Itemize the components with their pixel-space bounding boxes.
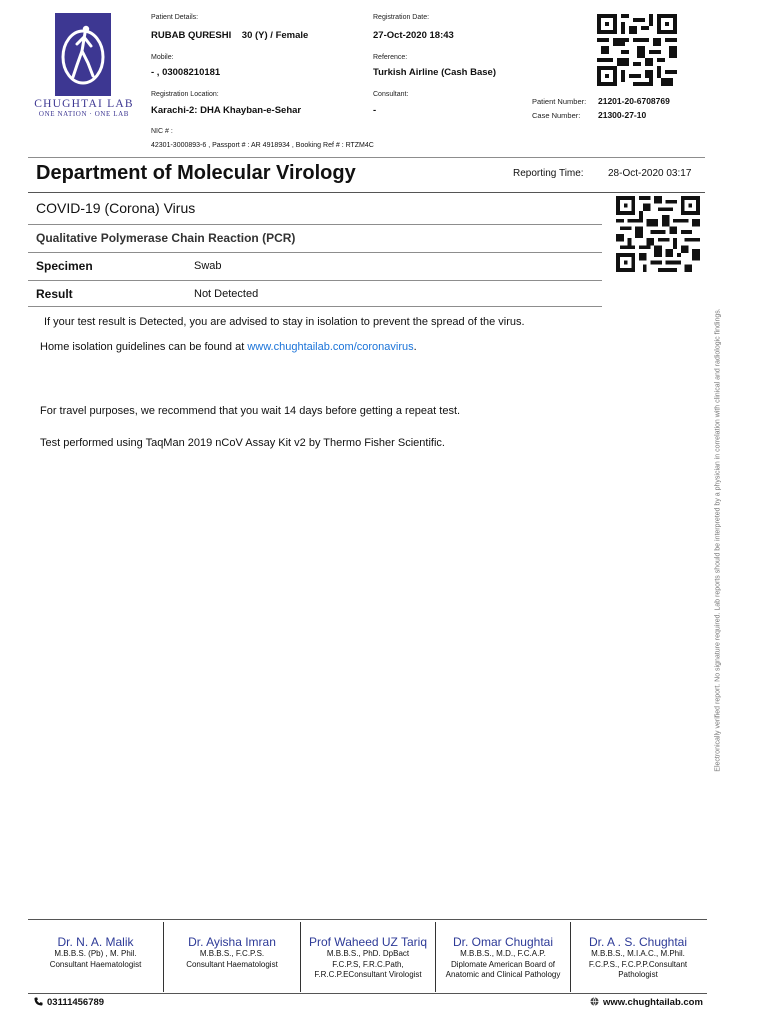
doctor-name: Dr. A . S. Chughtai [588,935,688,949]
lab-logo [55,13,111,96]
doctor-qualification-2: F.C.P.S, F.R.C.Path, [332,959,404,969]
patient-details-label: Patient Details: [151,14,199,21]
doctor-qualification: M.B.B.S., M.I.A.C., M.Phil. [591,949,685,958]
reference-label: Reference: [373,54,408,61]
reporting-time-value: 28-Oct-2020 03:17 [608,168,692,179]
doctor-qualification: M.B.B.S., M.D., F.C.A.P. [460,949,546,958]
doctor-card [28,925,163,993]
footer-website[interactable] [590,997,703,1008]
result-label: Result [36,287,73,301]
patient-number-value: 21201-20-6708769 [598,96,670,106]
doctor-designation: Consultant Haematologist [49,959,142,969]
result-value: Not Detected [194,288,259,300]
coronavirus-guidelines-link[interactable]: www.chughtailab.com/coronavirus [247,341,414,353]
method-divider [28,252,602,253]
doctor-name: Dr. Ayisha Imran [188,935,276,949]
case-number-label: Case Number: [532,111,581,120]
mobile-value: - , 03008210181 [151,67,221,78]
report-qr-code [616,196,700,272]
specimen-divider [28,280,602,281]
test-divider [28,224,602,225]
specimen-label: Specimen [36,259,93,273]
test-method: Qualitative Polymerase Chain Reaction (PCR) [36,231,296,245]
consultant-value: - [373,105,377,116]
doctor-card [164,925,300,993]
reference-value: Turkish Airline (Cash Base) [373,67,497,78]
isolation-note: If your test result is Detected, you are advised to stay in isolation to prevent the spread of the virus. [44,316,525,328]
guidelines-note [40,341,417,353]
lab-name: CHUGHTAI LAB [34,98,134,110]
mobile-label: Mobile: [151,54,174,61]
patient-number-label: Patient Number: [532,97,587,106]
website-link[interactable]: www.chughtailab.com [603,997,703,1008]
doctor-designation: Consultant Haematologist [186,959,278,969]
doctor-designation: Anatomic and Clinical Pathology [445,970,561,979]
doctor-qualification-2: F.C.P.S., F.C.P.P.Consultant [588,959,688,969]
doctor-qualification: M.B.B.S., F.C.P.S. [199,949,265,958]
reporting-time-label: Reporting Time: [513,168,584,179]
phone-icon [34,997,43,1006]
doctor-name: Dr. Omar Chughtai [452,935,554,949]
doctor-card [571,925,705,993]
result-divider [28,306,602,307]
footer-top-divider [28,919,707,920]
footer-phone [34,997,104,1008]
nic-value: 42301-3000893-6 , Passport # : AR 4918934 , Booking Ref # : RTZM4C [151,142,374,149]
patient-name: RUBAB QURESHI 30 (Y) / Female [151,30,309,41]
doctor-card [436,925,570,993]
phone-number: 03111456789 [47,997,105,1008]
assay-kit-note: Test performed using TaqMan 2019 nCoV Assay Kit v2 by Thermo Fisher Scientific. [40,437,445,449]
registration-location-label: Registration Location: [151,91,219,98]
specimen-value: Swab [194,260,222,272]
consultant-label: Consultant: [373,91,409,98]
doctor-designation: F.R.C.P.EConsultant Virologist [314,970,422,979]
nic-label: NIC # : [151,128,173,135]
doctor-qualification: M.B.B.S., PhD. DpBact [326,949,410,958]
registration-location-value: Karachi-2: DHA Khayban-e-Sehar [151,105,302,116]
doctor-qualification-2: Diplomate American Board of [450,959,556,969]
doctor-name: Prof Waheed UZ Tariq [308,935,428,949]
doctor-card [301,925,435,993]
doctor-qualification: M.B.B.S. (Pb) , M. Phil. [54,949,137,958]
case-number-value: 21300-27-10 [598,110,647,120]
lab-tagline: ONE NATION · ONE LAB [38,110,130,118]
registration-date-value: 27-Oct-2020 18:43 [373,30,454,41]
department-divider [28,192,705,193]
registration-qr-code [597,14,677,86]
guidelines-suffix: . [413,341,417,353]
registration-date-label: Registration Date: [373,14,430,21]
test-name: COVID-19 (Corona) Virus [36,200,196,216]
verification-side-text: Electronically verified report. No signature required. Lab reports should be interpreted by a physician in correlation with clinical and radiologic findings. [714,308,722,772]
doctor-name: Dr. N. A. Malik [57,935,134,949]
travel-note: For travel purposes, we recommend that you wait 14 days before getting a repeat test. [40,405,461,417]
footer-bottom-divider [28,993,707,994]
walking-man-logo-icon [55,13,111,96]
globe-icon [590,997,599,1006]
header-divider [28,157,705,158]
guidelines-prefix: Home isolation guidelines can be found at [40,341,248,353]
department-title: Department of Molecular Virology [36,162,356,184]
doctor-designation: Pathologist [618,970,658,979]
